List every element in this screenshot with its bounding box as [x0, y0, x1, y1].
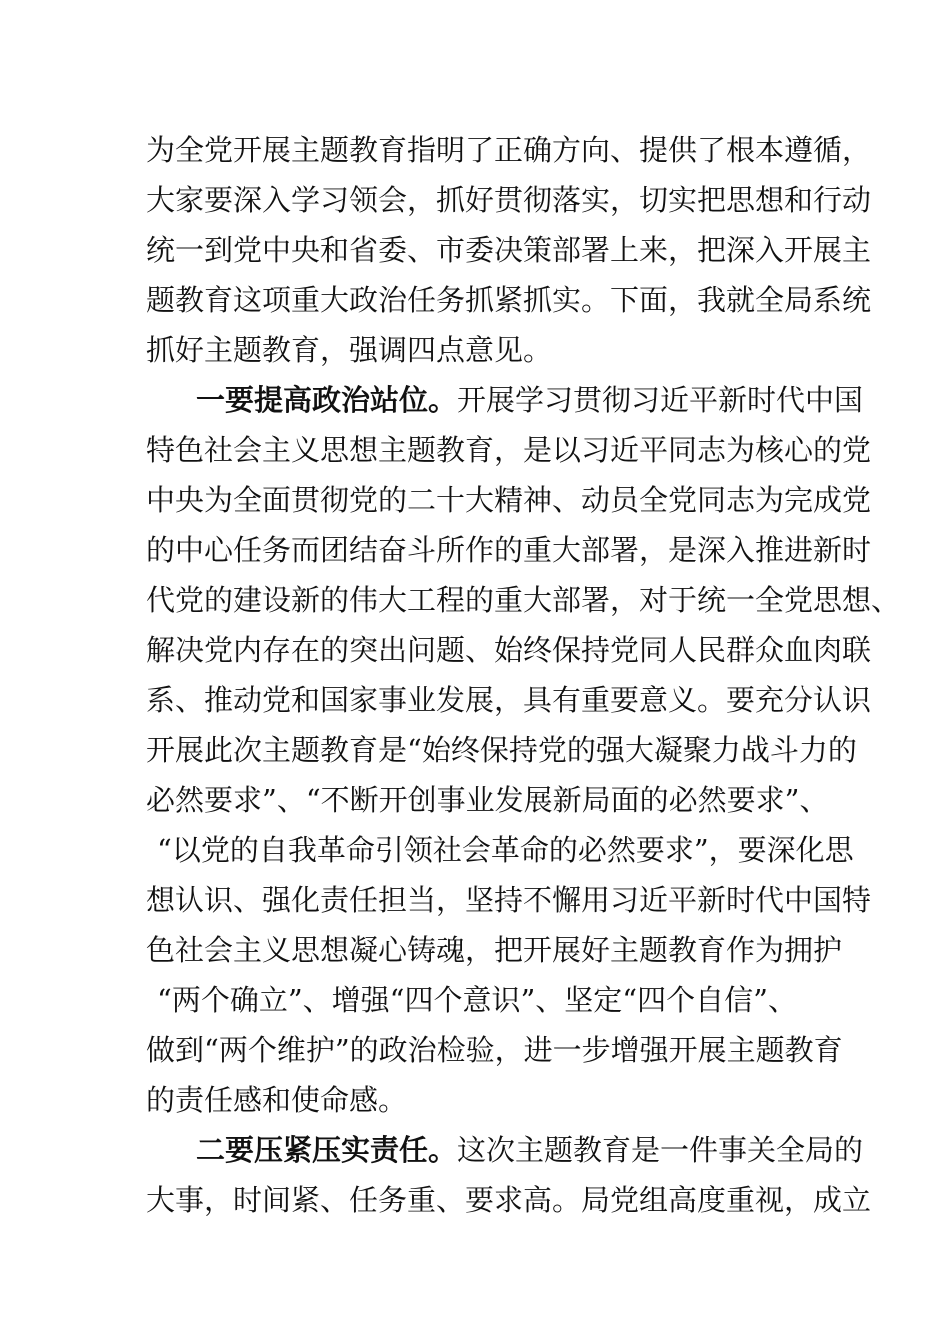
text-line: 中央为全面贯彻党的二十大精神、动员全党同志为完成党 — [146, 483, 872, 517]
text-line: 代党的建设新的伟大工程的重大部署，对于统一全党思想、 — [146, 583, 901, 617]
section1-first-line — [196, 382, 863, 418]
text-line: 题教育这项重大政治任务抓紧抓实。下面，我就全局系统 — [146, 283, 872, 317]
text-line: 开展此次主题教育是“始终保持党的强大凝聚力战斗力的 — [146, 733, 857, 767]
section2-first-line-text: 这次主题教育是一件事关全局的 — [457, 1133, 864, 1167]
text-line: “以党的自我革命引领社会革命的必然要求”，要深化思 — [157, 833, 854, 867]
text-line: 大家要深入学习领会，抓好贯彻落实，切实把思想和行动 — [146, 183, 872, 217]
text-line: 解决党内存在的突出问题、始终保持党同人民群众血肉联 — [146, 633, 872, 667]
text-line: 系、推动党和国家事业发展，具有重要意义。要充分认识 — [146, 683, 872, 717]
text-line: 为全党开展主题教育指明了正确方向、提供了根本遵循， — [146, 133, 872, 167]
section1-heading: 一要提高政治站位。 — [196, 383, 458, 417]
text-line: 色社会主义思想凝心铸魂，把开展好主题教育作为拥护 — [146, 933, 843, 967]
section1-first-line-text: 开展学习贯彻习近平新时代中国 — [457, 383, 864, 417]
text-line: 做到“两个维护”的政治检验，进一步增强开展主题教育 — [146, 1033, 843, 1067]
text-line: 统一到党中央和省委、市委决策部署上来，把深入开展主 — [146, 233, 872, 267]
text-line: 抓好主题教育，强调四点意见。 — [146, 333, 553, 367]
text-line: 必然要求”、“不断开创事业发展新局面的必然要求”、 — [146, 783, 829, 817]
text-line: 特色社会主义思想主题教育，是以习近平同志为核心的党 — [146, 433, 872, 467]
section2-heading: 二要压紧压实责任。 — [196, 1133, 458, 1167]
text-line: “两个确立”、增强“四个意识”、坚定“四个自信”、 — [157, 983, 797, 1017]
text-line: 大事，时间紧、任务重、要求高。局党组高度重视，成立 — [146, 1183, 872, 1217]
text-line: 的中心任务而团结奋斗所作的重大部署，是深入推进新时 — [146, 533, 872, 567]
text-line: 想认识、强化责任担当，坚持不懈用习近平新时代中国特 — [146, 883, 872, 917]
text-line: 的责任感和使命感。 — [146, 1083, 408, 1117]
section2-first-line — [196, 1132, 863, 1168]
